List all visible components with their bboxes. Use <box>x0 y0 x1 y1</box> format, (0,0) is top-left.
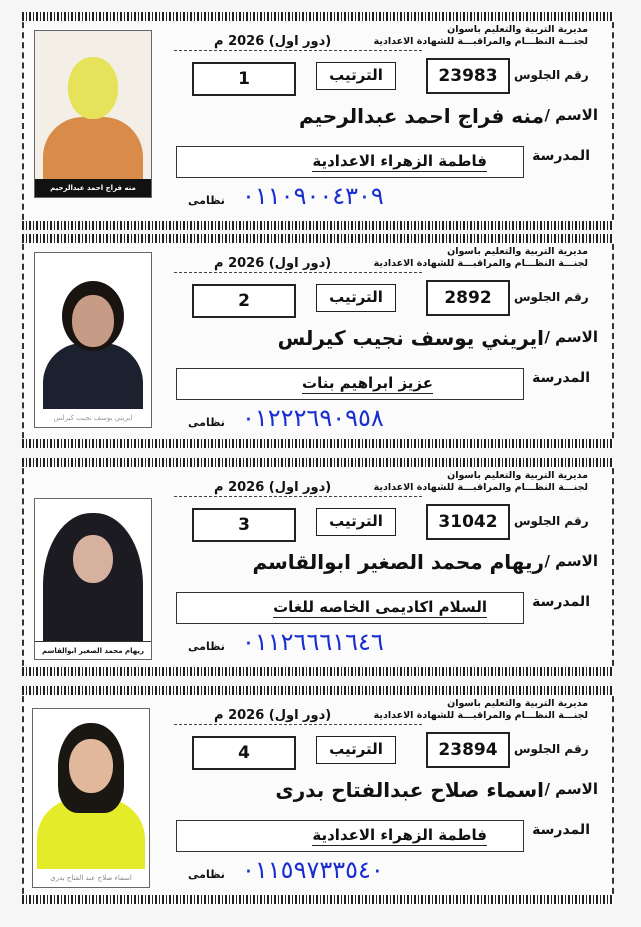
student-photo <box>34 252 152 428</box>
rank-label: الترتيب <box>316 284 396 312</box>
rank-value: 4 <box>192 736 296 770</box>
seat-number: 2892 <box>426 280 510 316</box>
directorate-title: مديرية التربية والتعليم باسوان <box>447 246 588 257</box>
seat-number: 23894 <box>426 732 510 768</box>
student-name: ايريني يوسف نجيب كيرلس <box>277 326 544 350</box>
rank-value: 2 <box>192 284 296 318</box>
student-name: ريهام محمد الصغير ابوالقاسم <box>252 550 544 574</box>
national-id: ٠١١٥٩٧٣٣٥٤٠ <box>242 856 384 884</box>
rank-label: الترتيب <box>316 736 396 764</box>
id-type-label: نظامى <box>188 640 225 653</box>
card-header <box>374 246 588 270</box>
seat-number: 23983 <box>426 58 510 94</box>
name-label: الاسم / <box>544 328 598 346</box>
committee-title: لجنـــة النظـــام والمراقبـــة للشهادة الاعدادية <box>373 258 588 269</box>
id-type-label: نظامى <box>188 868 225 881</box>
seat-label: رقم الجلوس <box>514 290 589 304</box>
school-name: فاطمة الزهراء الاعدادية <box>312 826 487 844</box>
school-name: فاطمة الزهراء الاعدادية <box>312 152 487 170</box>
rank-value: 3 <box>192 508 296 542</box>
school-box <box>176 820 524 852</box>
school-name: عزيز ابراهيم بنات <box>302 374 433 392</box>
committee-title: لجنـــة النظـــام والمراقبـــة للشهادة الاعدادية <box>373 36 588 47</box>
school-box <box>176 592 524 624</box>
student-card-1 <box>22 12 614 230</box>
student-photo <box>34 498 152 660</box>
photo-caption: اسماء صلاح عبد الفتاح بدرى <box>50 874 132 882</box>
seat-label: رقم الجلوس <box>514 742 589 756</box>
seat-label: رقم الجلوس <box>514 68 589 82</box>
name-label: الاسم / <box>544 106 598 124</box>
directorate-title: مديرية التربية والتعليم باسوان <box>447 698 588 709</box>
card-header <box>374 698 588 722</box>
card-header <box>374 470 588 494</box>
photo-caption: منه فراج احمد عبدالرحيم <box>35 179 151 197</box>
exam-round: (دور اول) 2026 م <box>214 708 332 723</box>
id-type-label: نظامى <box>188 416 225 429</box>
photo-caption: ريهام محمد الصغير ابوالقاسم <box>35 641 151 659</box>
student-photo <box>34 30 152 198</box>
student-card-3 <box>22 458 614 676</box>
school-label: المدرسة <box>532 594 590 610</box>
photo-caption: ايريني يوسف نجيب كيرلس <box>53 414 133 422</box>
seat-label: رقم الجلوس <box>514 514 589 528</box>
student-name: اسماء صلاح عبدالفتاح بدرى <box>275 778 544 802</box>
student-photo <box>32 708 150 888</box>
exam-round: (دور اول) 2026 م <box>214 480 332 495</box>
school-label: المدرسة <box>532 370 590 386</box>
national-id: ٠١١٢٦٦٦١٦٤٦ <box>242 628 384 656</box>
seat-number: 31042 <box>426 504 510 540</box>
national-id: ٠١١٠٩٠٠٤٣٠٩ <box>242 182 384 210</box>
name-label: الاسم / <box>544 552 598 570</box>
school-box <box>176 146 524 178</box>
exam-round: (دور اول) 2026 م <box>214 256 332 271</box>
rank-label: الترتيب <box>316 62 396 90</box>
school-label: المدرسة <box>532 148 590 164</box>
school-box <box>176 368 524 400</box>
committee-title: لجنـــة النظـــام والمراقبـــة للشهادة الاعدادية <box>373 710 588 721</box>
school-name: السلام اكاديمى الخاصه للغات <box>273 598 487 616</box>
directorate-title: مديرية التربية والتعليم باسوان <box>447 470 588 481</box>
header-divider <box>174 724 422 725</box>
exam-round: (دور اول) 2026 م <box>214 34 332 49</box>
header-divider <box>174 496 422 497</box>
header-divider <box>174 272 422 273</box>
student-name: منه فراج احمد عبدالرحيم <box>298 104 544 128</box>
student-card-4 <box>22 686 614 904</box>
committee-title: لجنـــة النظـــام والمراقبـــة للشهادة الاعدادية <box>373 482 588 493</box>
directorate-title: مديرية التربية والتعليم باسوان <box>447 24 588 35</box>
national-id: ٠١٢٢٢٦٩٠٩٥٨ <box>242 404 384 432</box>
header-divider <box>174 50 422 51</box>
id-type-label: نظامى <box>188 194 225 207</box>
school-label: المدرسة <box>532 822 590 838</box>
name-label: الاسم / <box>544 780 598 798</box>
rank-label: الترتيب <box>316 508 396 536</box>
card-header <box>374 24 588 48</box>
rank-value: 1 <box>192 62 296 96</box>
student-card-2 <box>22 234 614 448</box>
